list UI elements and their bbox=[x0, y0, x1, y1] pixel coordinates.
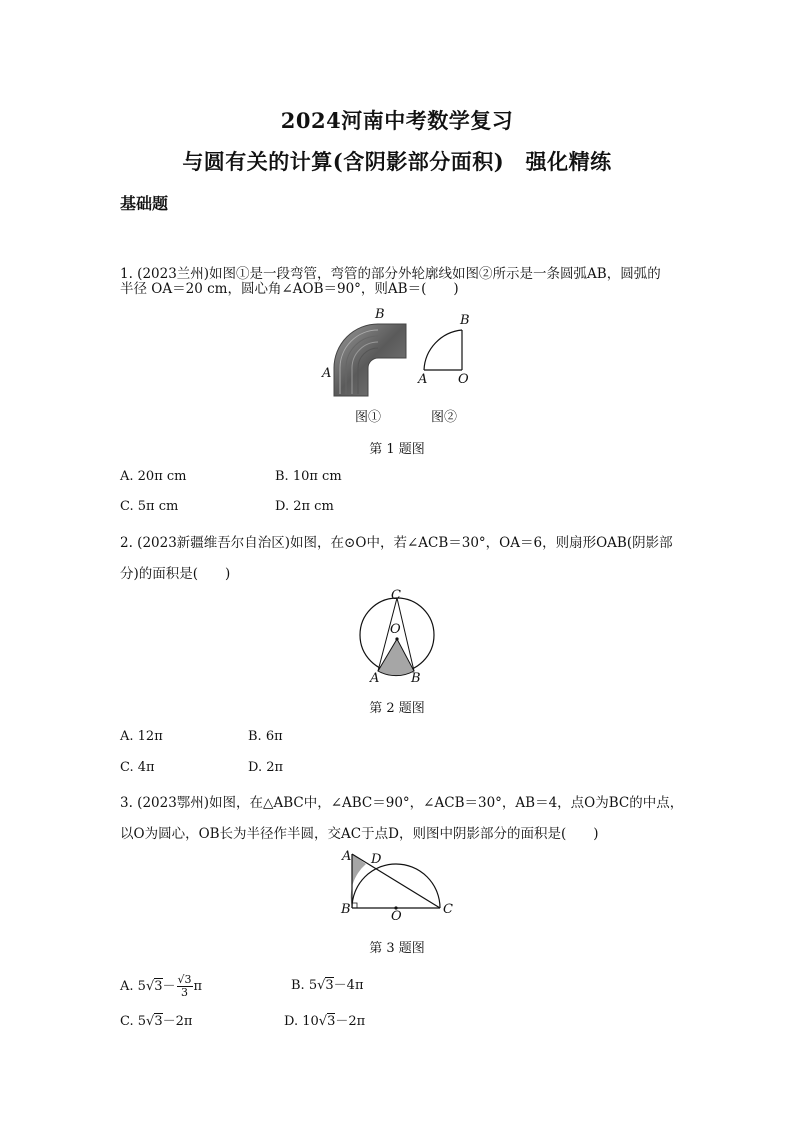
sqrt-icon: √ bbox=[146, 1014, 155, 1029]
q3-option-a-root: 3 bbox=[154, 979, 163, 994]
q3-option-a-denominator: 3 bbox=[181, 986, 189, 999]
q3-option-c-prefix: C. 5 bbox=[120, 1014, 147, 1029]
q2-text-line2: 分)的面积是( ) bbox=[120, 566, 231, 582]
q3-option-b bbox=[291, 974, 364, 993]
q3-figure-triangle bbox=[340, 848, 452, 916]
q1-fig1-caption: 图① bbox=[355, 410, 382, 425]
q2-option-c: C. 4π bbox=[120, 760, 155, 775]
q3-label-b: B bbox=[341, 902, 351, 917]
q3-text-line1: 3. (2023鄂州)如图，在△ABC中，∠ABC＝90°，∠ACB＝30°，AB＝4，点O为BC的中点， bbox=[120, 795, 684, 811]
q1-option-d: D. 2π cm bbox=[275, 499, 334, 514]
sqrt-icon: √ bbox=[317, 978, 326, 993]
q3-option-d bbox=[284, 1010, 365, 1029]
q3-option-c-root: 3 bbox=[154, 1014, 163, 1029]
q2-option-a: A. 12π bbox=[120, 729, 163, 744]
q2-label-b: B bbox=[411, 671, 421, 686]
q3-option-d-prefix: D. 10 bbox=[284, 1014, 319, 1029]
q1-fig1-label-b: B bbox=[375, 307, 385, 322]
q2-caption: 第 2 题图 bbox=[369, 701, 425, 716]
q1-fig1-label-a: A bbox=[322, 366, 332, 381]
q3-option-d-suffix: －2π bbox=[335, 1014, 366, 1029]
q3-option-b-root: 3 bbox=[325, 978, 334, 993]
q2-label-c: C bbox=[391, 588, 401, 603]
q1-text-line1: 1. (2023兰州)如图①是一段弯管，弯管的部分外轮廓线如图②所示是一条圆弧AB，圆弧的 bbox=[120, 266, 661, 282]
q2-text-line1: 2. (2023新疆维吾尔自治区)如图，在⊙O中，若∠ACB＝30°，OA＝6，则扇形OAB(阴影部 bbox=[120, 535, 673, 551]
q3-option-a-pi: π bbox=[193, 979, 203, 994]
page-subtitle: 与圆有关的计算(含阴影部分面积) 强化精练 bbox=[182, 149, 612, 174]
sqrt-icon: √ bbox=[318, 1014, 328, 1029]
q3-label-d: D bbox=[371, 852, 382, 867]
section-heading: 基础题 bbox=[120, 194, 169, 213]
q3-option-b-suffix: －4π bbox=[333, 978, 364, 993]
q1-caption: 第 1 题图 bbox=[369, 442, 425, 457]
q3-option-a-prefix: A. 5 bbox=[120, 979, 146, 994]
q1-fig2-label-a: A bbox=[418, 372, 428, 387]
q3-option-c-suffix: －2π bbox=[162, 1014, 193, 1029]
q3-option-c bbox=[120, 1010, 192, 1029]
q1-fig2-label-b: B bbox=[460, 313, 470, 328]
q3-option-a bbox=[120, 974, 202, 999]
q1-figure-arc bbox=[418, 322, 478, 374]
q3-label-c: C bbox=[443, 902, 453, 917]
q1-text-line2: 半径 OA＝20 cm，圆心角∠AOB＝90°，则AB＝( ) bbox=[120, 281, 459, 297]
q3-label-a: A bbox=[342, 849, 352, 864]
q1-option-c: C. 5π cm bbox=[120, 499, 179, 514]
q2-label-a: A bbox=[370, 671, 380, 686]
q3-option-a-numerator: √3 bbox=[177, 973, 192, 986]
q1-fig2-caption: 图② bbox=[431, 410, 458, 425]
q1-option-a: A. 20π cm bbox=[120, 469, 187, 484]
q2-option-d: D. 2π bbox=[248, 760, 284, 775]
q2-option-b: B. 6π bbox=[248, 729, 283, 744]
q1-fig2-label-o: O bbox=[458, 372, 469, 387]
q1-figure-pipe bbox=[318, 306, 413, 398]
q3-caption: 第 3 题图 bbox=[369, 941, 425, 956]
q1-option-b: B. 10π cm bbox=[275, 469, 342, 484]
q3-text-line2: 以O为圆心，OB长为半径作半圆，交AC于点D，则图中阴影部分的面积是( ) bbox=[120, 826, 599, 842]
q3-option-b-prefix: B. 5 bbox=[291, 978, 318, 993]
q3-label-o: O bbox=[391, 909, 402, 924]
page-title: 2024河南中考数学复习 bbox=[280, 108, 514, 133]
q3-option-d-root: 3 bbox=[327, 1014, 336, 1029]
q2-label-o: O bbox=[390, 622, 401, 637]
q3-option-a-fraction bbox=[177, 974, 193, 999]
q3-option-a-minus: － bbox=[162, 979, 176, 994]
sqrt-icon: √ bbox=[145, 979, 155, 994]
